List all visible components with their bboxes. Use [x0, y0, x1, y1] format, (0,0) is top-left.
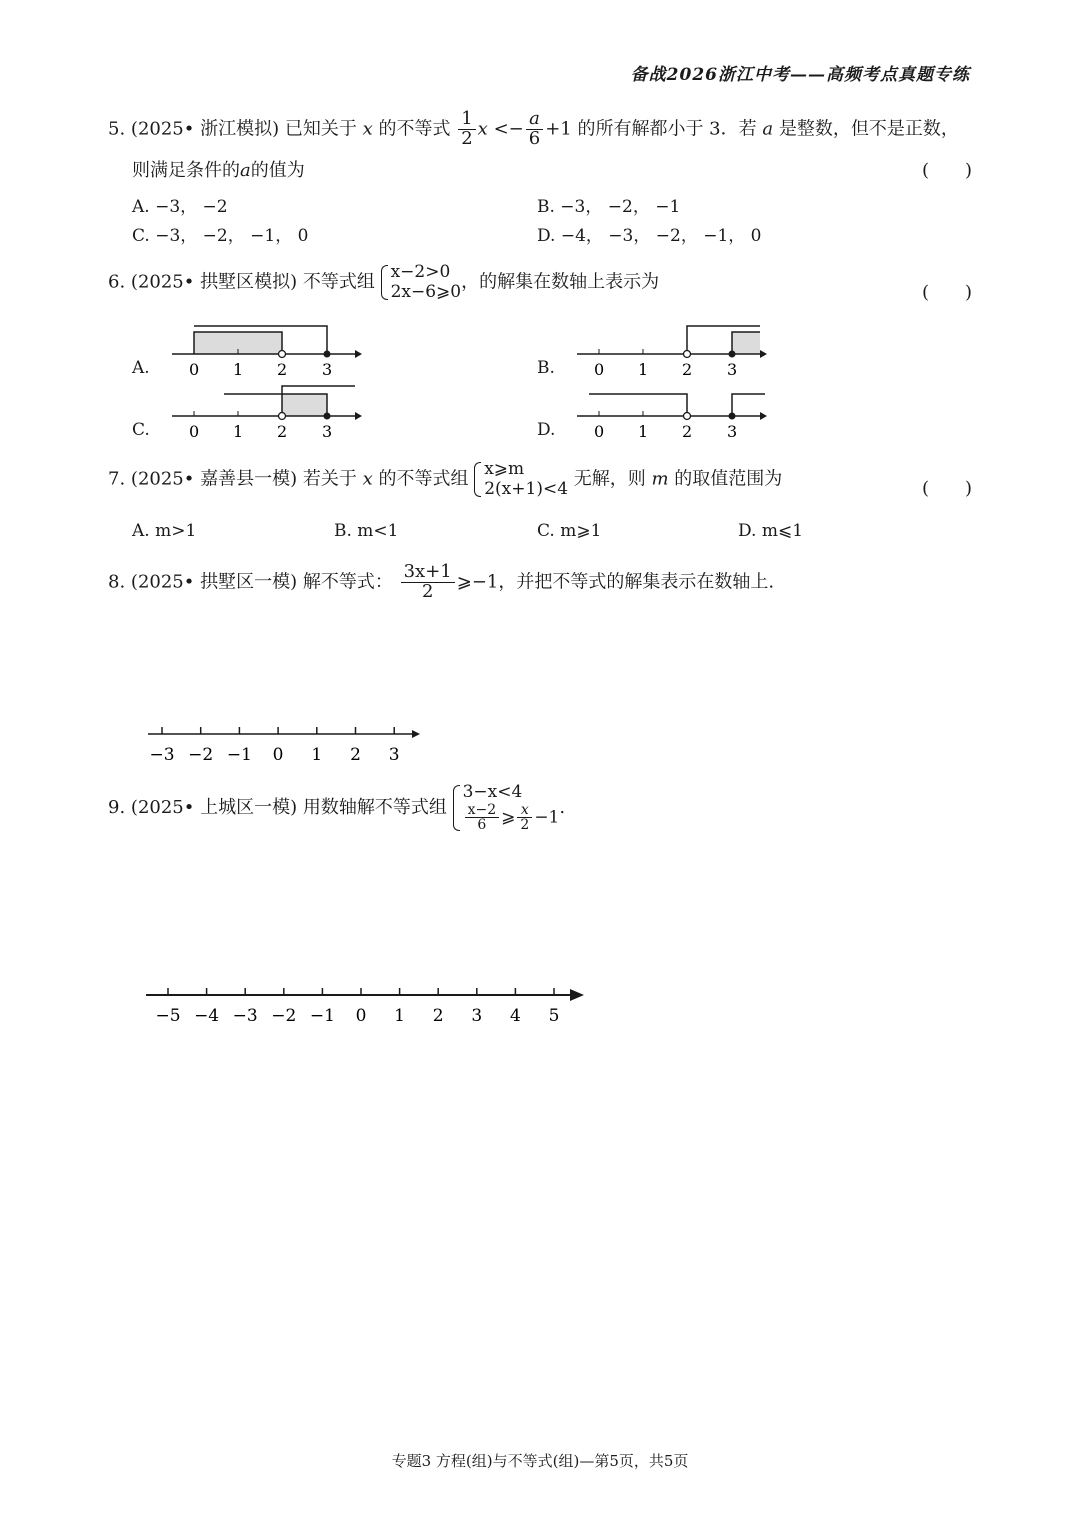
q9-numberline [140, 980, 600, 1030]
q7-option-d: D. m⩽1 [738, 521, 804, 541]
q8-text-1: 解不等式： [302, 571, 393, 593]
q5-var-x: x [362, 118, 373, 140]
axis-tick-label: 1 [394, 1006, 406, 1026]
axis-tick-label: −2 [271, 1006, 297, 1026]
question-8 [108, 563, 774, 602]
q6-text-2: ，的解集在数轴上表示为 [461, 271, 660, 293]
q7-text-2: 的不等式组 [378, 468, 469, 490]
page-header: 备战2026浙江中考——高频考点真题专练 [630, 65, 970, 85]
q5-text-3: +1 的所有解都小于 3．若 [545, 118, 757, 140]
q8-source: (2025• 拱墅区一模) [130, 571, 298, 593]
q5-text-4: 是整数，但不是正数， [778, 118, 959, 140]
tick-label: 2 [277, 422, 288, 441]
tick-label: 0 [594, 360, 605, 379]
q7-source: (2025• 嘉善县一模) [130, 468, 298, 490]
q8-text-2: ⩾−1，并把不等式的解集表示在数轴上. [456, 571, 775, 593]
axis-tick-label: −5 [155, 1006, 181, 1026]
q5-var-a2: a [240, 160, 251, 181]
q6-text-1: 不等式组 [302, 271, 375, 293]
q6-label-a: A. [132, 358, 150, 378]
axis-tick-label: 1 [311, 745, 323, 765]
q9-system: 3−x<4 $\frac{x-2}{6}$ ⩾ $\frac{x}{2}$ −1 [453, 783, 560, 833]
q7-text-3: 无解，则 [573, 468, 646, 490]
q8-number: 8. [108, 571, 126, 593]
q5-var-a: a [762, 118, 774, 140]
q7-option-a: A. m>1 [132, 521, 197, 541]
q5-option-c: C. −3， −2， −1， 0 [132, 226, 309, 246]
q9-text-1: 用数轴解不等式组 [302, 796, 447, 818]
q7-var-m: m [651, 468, 669, 490]
q5-line2-b: 的值为 [250, 160, 305, 181]
q9-source: (2025• 上城区一模) [130, 796, 298, 818]
q5-source: (2025• 浙江模拟) [130, 118, 280, 140]
tick-label: 1 [233, 360, 244, 379]
q6-numberline-c [170, 380, 370, 445]
q7-option-c: C. m⩾1 [537, 521, 602, 541]
q5-answer-paren: ( ) [922, 160, 973, 181]
tick-label: 0 [189, 360, 200, 379]
axis-tick-label: −1 [226, 745, 252, 765]
q5-fraction-half: $\frac{1}{2}$ [458, 110, 475, 149]
axis-tick-label: −1 [309, 1006, 335, 1026]
axis-tick-label: −3 [232, 1006, 258, 1026]
axis-tick-label: 0 [355, 1006, 367, 1026]
q5-option-d: D. −4， −3， −2， −1， 0 [537, 226, 762, 246]
question-6 [108, 263, 659, 302]
q6-answer-paren: ( ) [922, 282, 973, 303]
q6-numberline-a [170, 318, 370, 383]
axis-tick-label: 2 [350, 745, 361, 765]
q7-answer-paren: ( ) [922, 478, 973, 499]
q7-number: 7. [108, 468, 126, 490]
q5-text-1: 已知关于 [284, 118, 357, 140]
q7-option-b: B. m<1 [334, 521, 399, 541]
q7-system: x⩾m 2(x+1)<4 [474, 460, 568, 499]
q5-option-b: B. −3， −2， −1 [537, 197, 681, 217]
tick-label: 1 [638, 360, 649, 379]
axis-tick-label: −3 [149, 745, 175, 765]
q5-lt: <− [493, 118, 524, 140]
axis-tick-label: 0 [272, 745, 284, 765]
page-footer: 专题3 方程(组)与不等式(组)—第5页，共5页 [391, 1452, 689, 1470]
question-5-line1 [108, 110, 959, 149]
q6-system: x−2>0 2x−6⩾0 [381, 263, 462, 302]
q6-label-b: B. [537, 358, 555, 378]
tick-label: 2 [277, 360, 288, 379]
axis-tick-label: 3 [471, 1006, 483, 1026]
tick-label: 0 [594, 422, 605, 441]
axis-tick-label: −2 [188, 745, 214, 765]
q9-text-2: . [559, 796, 566, 818]
q7-text-4: 的取值范围为 [674, 468, 783, 490]
tick-label: 3 [322, 360, 333, 379]
axis-tick-label: 4 [509, 1006, 521, 1026]
q5-number: 5. [108, 118, 126, 140]
question-7 [108, 460, 782, 499]
q6-numberline-b [575, 318, 775, 383]
q6-source: (2025• 拱墅区模拟) [130, 271, 298, 293]
axis-tick-label: 5 [548, 1006, 560, 1026]
tick-label: 1 [233, 422, 244, 441]
tick-label: 3 [727, 422, 738, 441]
q9-number: 9. [108, 796, 126, 818]
question-5-line2 [132, 156, 305, 182]
q5-var-x2: x [477, 118, 488, 140]
q6-label-c: C. [132, 420, 150, 440]
q5-line2-a: 则满足条件的 [132, 160, 240, 181]
tick-label: 2 [682, 360, 693, 379]
tick-label: 3 [727, 360, 738, 379]
tick-label: 1 [638, 422, 649, 441]
axis-tick-label: 2 [432, 1006, 444, 1026]
q6-numberline-d [575, 380, 775, 445]
axis-tick-label: −4 [194, 1006, 220, 1026]
q6-number: 6. [108, 271, 126, 293]
tick-label: 3 [322, 422, 333, 441]
q7-var-x: x [362, 468, 373, 490]
tick-label: 0 [189, 422, 200, 441]
q5-option-a: A. −3， −2 [132, 197, 228, 217]
q5-text-2: 的不等式 [378, 118, 451, 140]
q8-numberline [140, 720, 440, 770]
q8-fraction: $\frac{3x+1}{2}$ [401, 563, 455, 602]
q7-text-1: 若关于 [302, 468, 357, 490]
axis-tick-label: 3 [388, 745, 400, 765]
q5-fraction-a6: $\frac{a}{6}$ [526, 110, 543, 149]
q6-label-d: D. [537, 420, 556, 440]
question-9 [108, 783, 565, 833]
tick-label: 2 [682, 422, 693, 441]
